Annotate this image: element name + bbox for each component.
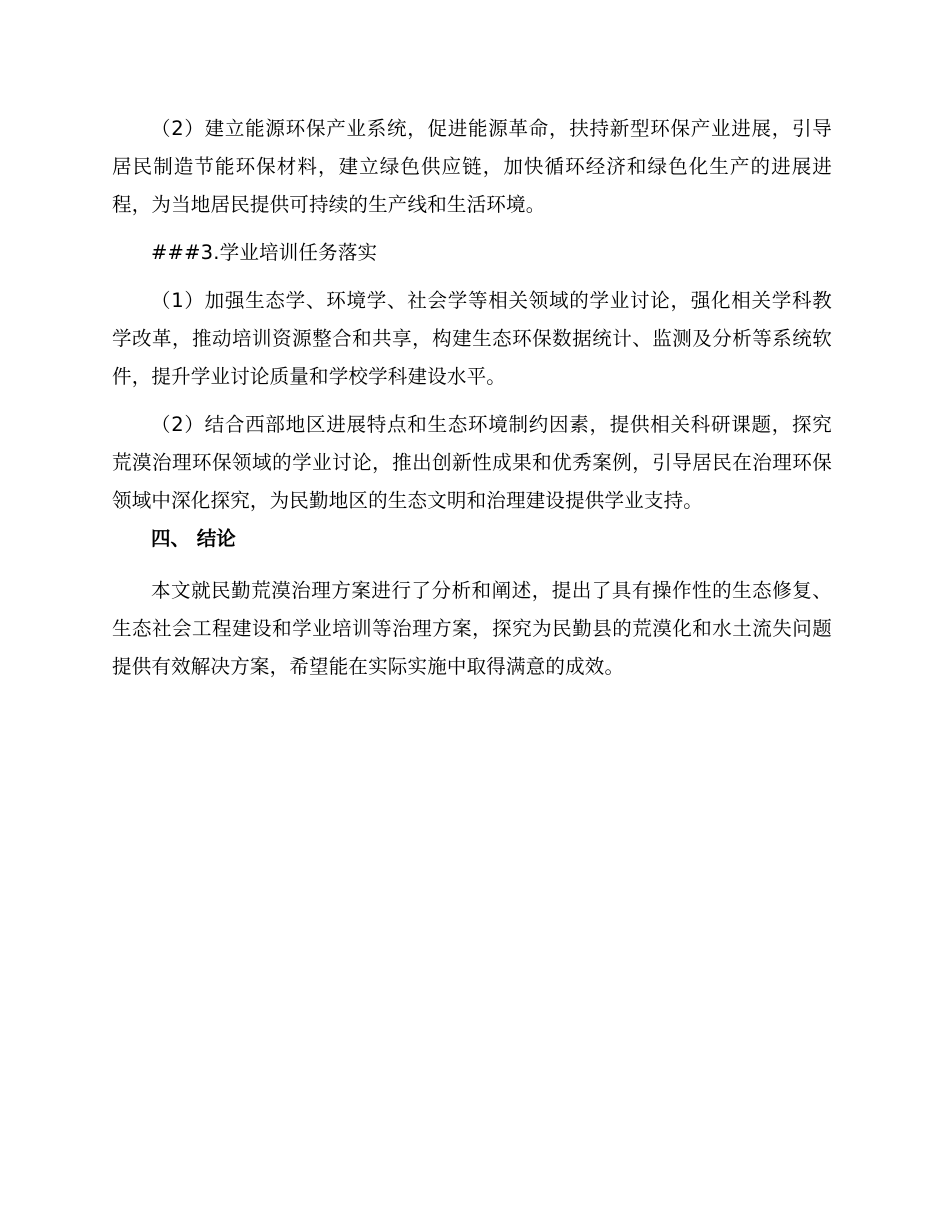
paragraph-western-research: （2）结合西部地区进展特点和生态环境制约因素，提供相关科研课题，探究荒漠治理环保领域的学业讨论，推出创新性成果和优秀案例，引导居民在治理环保领域中深化探究，为民勤地区的生态文明和治理建设提供学业支持。 (112, 413, 832, 512)
paragraph-conclusion: 本文就民勤荒漠治理方案进行了分析和阐述，提出了具有操作性的生态修复、生态社会工程建设和学业培训等治理方案，探究为民勤县的荒漠化和水土流失问题提供有效解决方案，希望能在实际实施中取得满意的成效。 (112, 579, 832, 678)
section-heading-conclusion: 四、 结论 (151, 527, 236, 550)
subheading-academic-training: ###3.学业培训任务落实 (151, 241, 378, 264)
paragraph-energy-industry: （2）建立能源环保产业系统，促进能源革命，扶持新型环保产业进展，引导居民制造节能环保材料，建立绿色供应链，加快循环经济和绿色化生产的进展进程，为当地居民提供可持续的生产线和生活环境。 (112, 117, 832, 216)
paragraph-academic-discussion: （1）加强生态学、环境学、社会学等相关领域的学业讨论，强化相关学科教学改革，推动培训资源整合和共享，构建生态环保数据统计、监测及分析等系统软件，提升学业讨论质量和学校学科建设水平。 (112, 289, 832, 388)
document-body (112, 110, 832, 686)
